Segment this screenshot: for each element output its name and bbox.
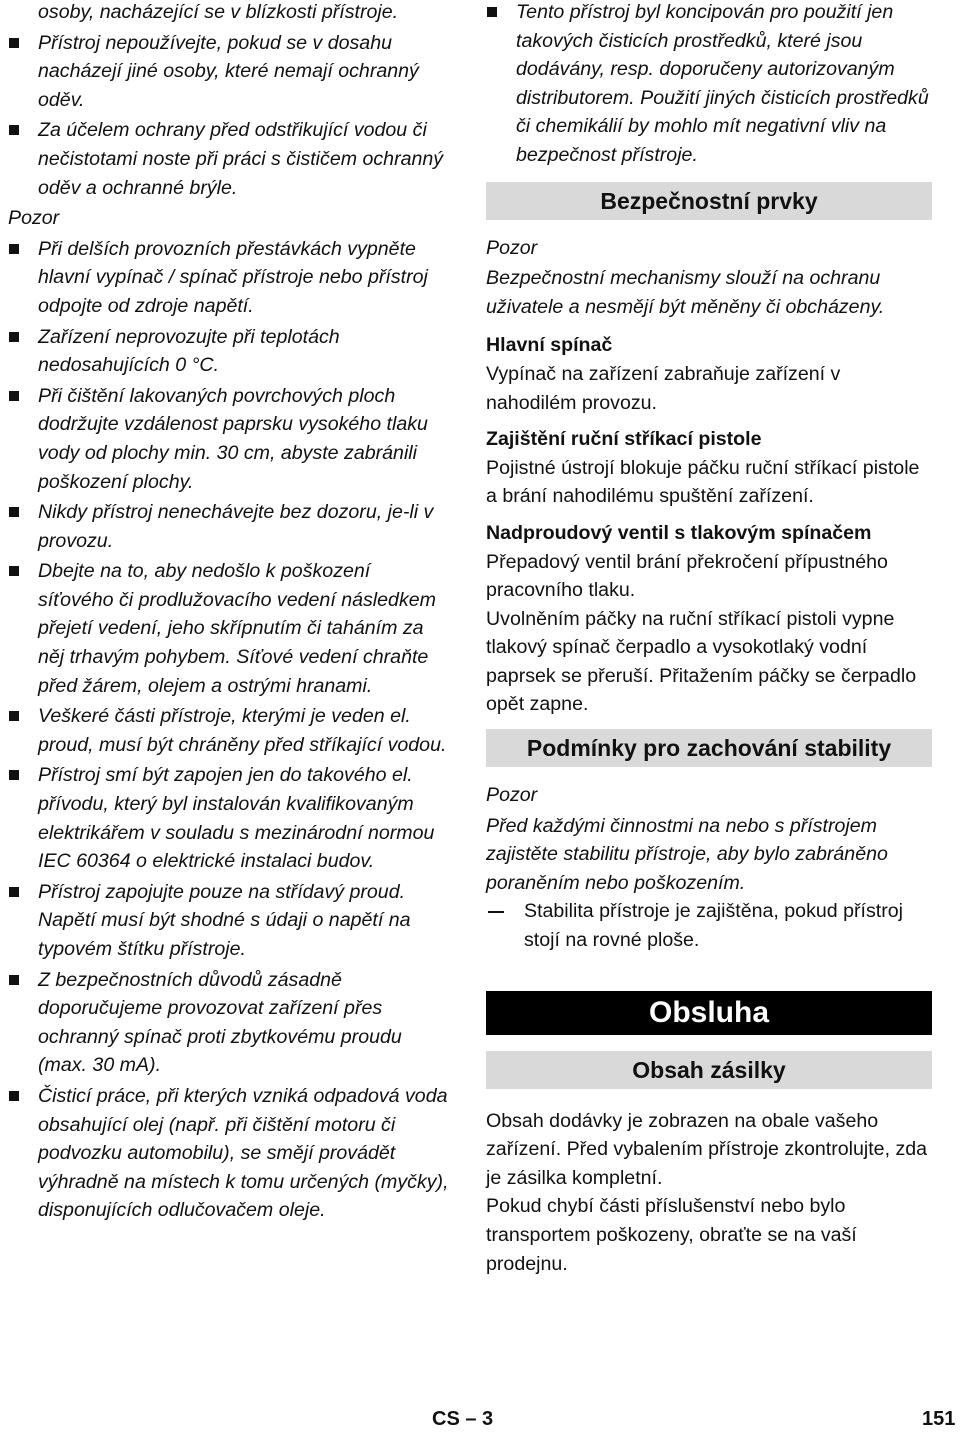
section-heading-package: Obsah zásilky — [486, 1051, 932, 1089]
caution-label: Pozor — [486, 784, 538, 807]
gun-lock-text: Pojistné ústrojí blokuje páčku ruční stříkací pistole a brání nahodilému spuštění zařízení. — [486, 456, 920, 508]
overflow-text-2: Uvolněním páčky na ruční stříkací pistoli vypne tlakový spínač čerpadlo a vysokotlaký vodní paprsek se přeruší. Přitažením páčky se čerpadlo opět zapne. — [486, 607, 917, 716]
list-item: Přístroj zapojujte pouze na střídavý proud. Napětí musí být shodné s údaji o napětí na typovém štítku přístroje. — [8, 878, 450, 964]
safety-text: Bezpečnostní mechanismy slouží na ochranu uživatele a nesmějí být měněny či obcházeny. — [486, 267, 885, 318]
section-heading-operation: Obsluha — [486, 991, 932, 1035]
list-item: Přístroj smí být zapojen jen do takového el. přívodu, který byl instalován kvalifikovaným elektrikářem v souladu s mezinárodní normou IEC 60364 o elektrické instalaci budov. — [8, 761, 450, 875]
subheading-gun-lock: Zajištění ruční stříkací pistole — [486, 428, 762, 451]
package-text-2: Pokud chybí části příslušenství nebo bylo transportem poškozeny, obraťte se na vaší prodejnu. — [486, 1195, 857, 1275]
list-item: Čisticí práce, při kterých vzniká odpadová voda obsahující olej (např. při čištění motoru či podvozku automobilu), se smějí provádět výhradně na místech k tomu určených (myčky), disponujících odlučovačem oleje. — [8, 1082, 450, 1225]
subheading-main-switch: Hlavní spínač — [486, 334, 613, 357]
section-heading-stability: Podmínky pro zachování stability — [486, 729, 932, 767]
main-switch-text: Vypínač na zařízení zabraňuje zařízení v nahodilém provozu. — [486, 362, 841, 414]
list-item: Při čištění lakovaných povrchových ploch dodržujte vzdálenost paprsku vysokého tlaku vody od plochy min. 30 cm, abyste zabránili poškození plochy. — [8, 382, 450, 496]
left-column — [8, 0, 450, 1225]
list-item: Zařízení neprovozujte při teplotách nedosahujících 0 °C. — [8, 323, 450, 380]
caution-label: Pozor — [486, 236, 538, 259]
caution-label: Pozor — [8, 207, 60, 230]
right-column — [486, 0, 932, 1278]
overflow-text-1: Přepadový ventil brání překročení přípustného pracovního tlaku. — [486, 550, 888, 602]
list-item: Dbejte na to, aby nedošlo k poškození síťového či prodlužovacího vedení následkem přejetí vedení, jeho skřípnutím či taháním za něj trhavým pohybem. Síťové vedení chraňte před žárem, olejem a ostrými hranami. — [8, 557, 450, 700]
dash-item: Stabilita přístroje je zajištěna, pokud přístroj stojí na rovné ploše. — [486, 897, 932, 954]
section-heading-safety: Bezpečnostní prvky — [486, 182, 932, 220]
list-item: Z bezpečnostních důvodů zásadně doporučujeme provozovat zařízení přes ochranný spínač proti zbytkovému proudu (max. 30 mA). — [8, 966, 450, 1080]
stability-text: Před každými činnostmi na nebo s přístrojem zajistěte stabilitu přístroje, aby bylo zabráněno poraněním nebo poškozením. — [486, 814, 888, 894]
footer-language-page: CS – 3 — [432, 1408, 494, 1430]
list-item: Za účelem ochrany před odstřikující vodou či nečistotami noste při práci s čističem ochranný oděv a ochranné brýle. — [8, 116, 450, 202]
page-number: 151 — [922, 1408, 956, 1430]
package-text-1: Obsah dodávky je zobrazen na obale vašeho zařízení. Před vybalením přístroje zkontrolujte, zda je zásilka kompletní. — [486, 1109, 928, 1189]
list-item: Tento přístroj byl koncipován pro použití jen takových čisticích prostředků, které jsou dodávány, resp. doporučeny autorizovaným distributorem. Použití jiných čisticích prostředků či chemikálií by mohlo mít negativní vliv na bezpečnost přístroje. — [486, 0, 932, 170]
list-item: Při delších provozních přestávkách vypněte hlavní vypínač / spínač přístroje nebo přístroj odpojte od zdroje napětí. — [8, 235, 450, 321]
subheading-overflow-valve: Nadproudový ventil s tlakovým spínačem — [486, 521, 872, 544]
intro-text: osoby, nacházející se v blízkosti přístroje. — [38, 1, 399, 23]
list-item: Přístroj nepoužívejte, pokud se v dosahu nacházejí jiné osoby, které nemají ochranný oděv. — [8, 29, 450, 115]
list-item: Veškeré části přístroje, kterými je veden el. proud, musí být chráněny před stříkající vodou. — [8, 702, 450, 759]
list-item: Nikdy přístroj nenechávejte bez dozoru, je-li v provozu. — [8, 498, 450, 555]
